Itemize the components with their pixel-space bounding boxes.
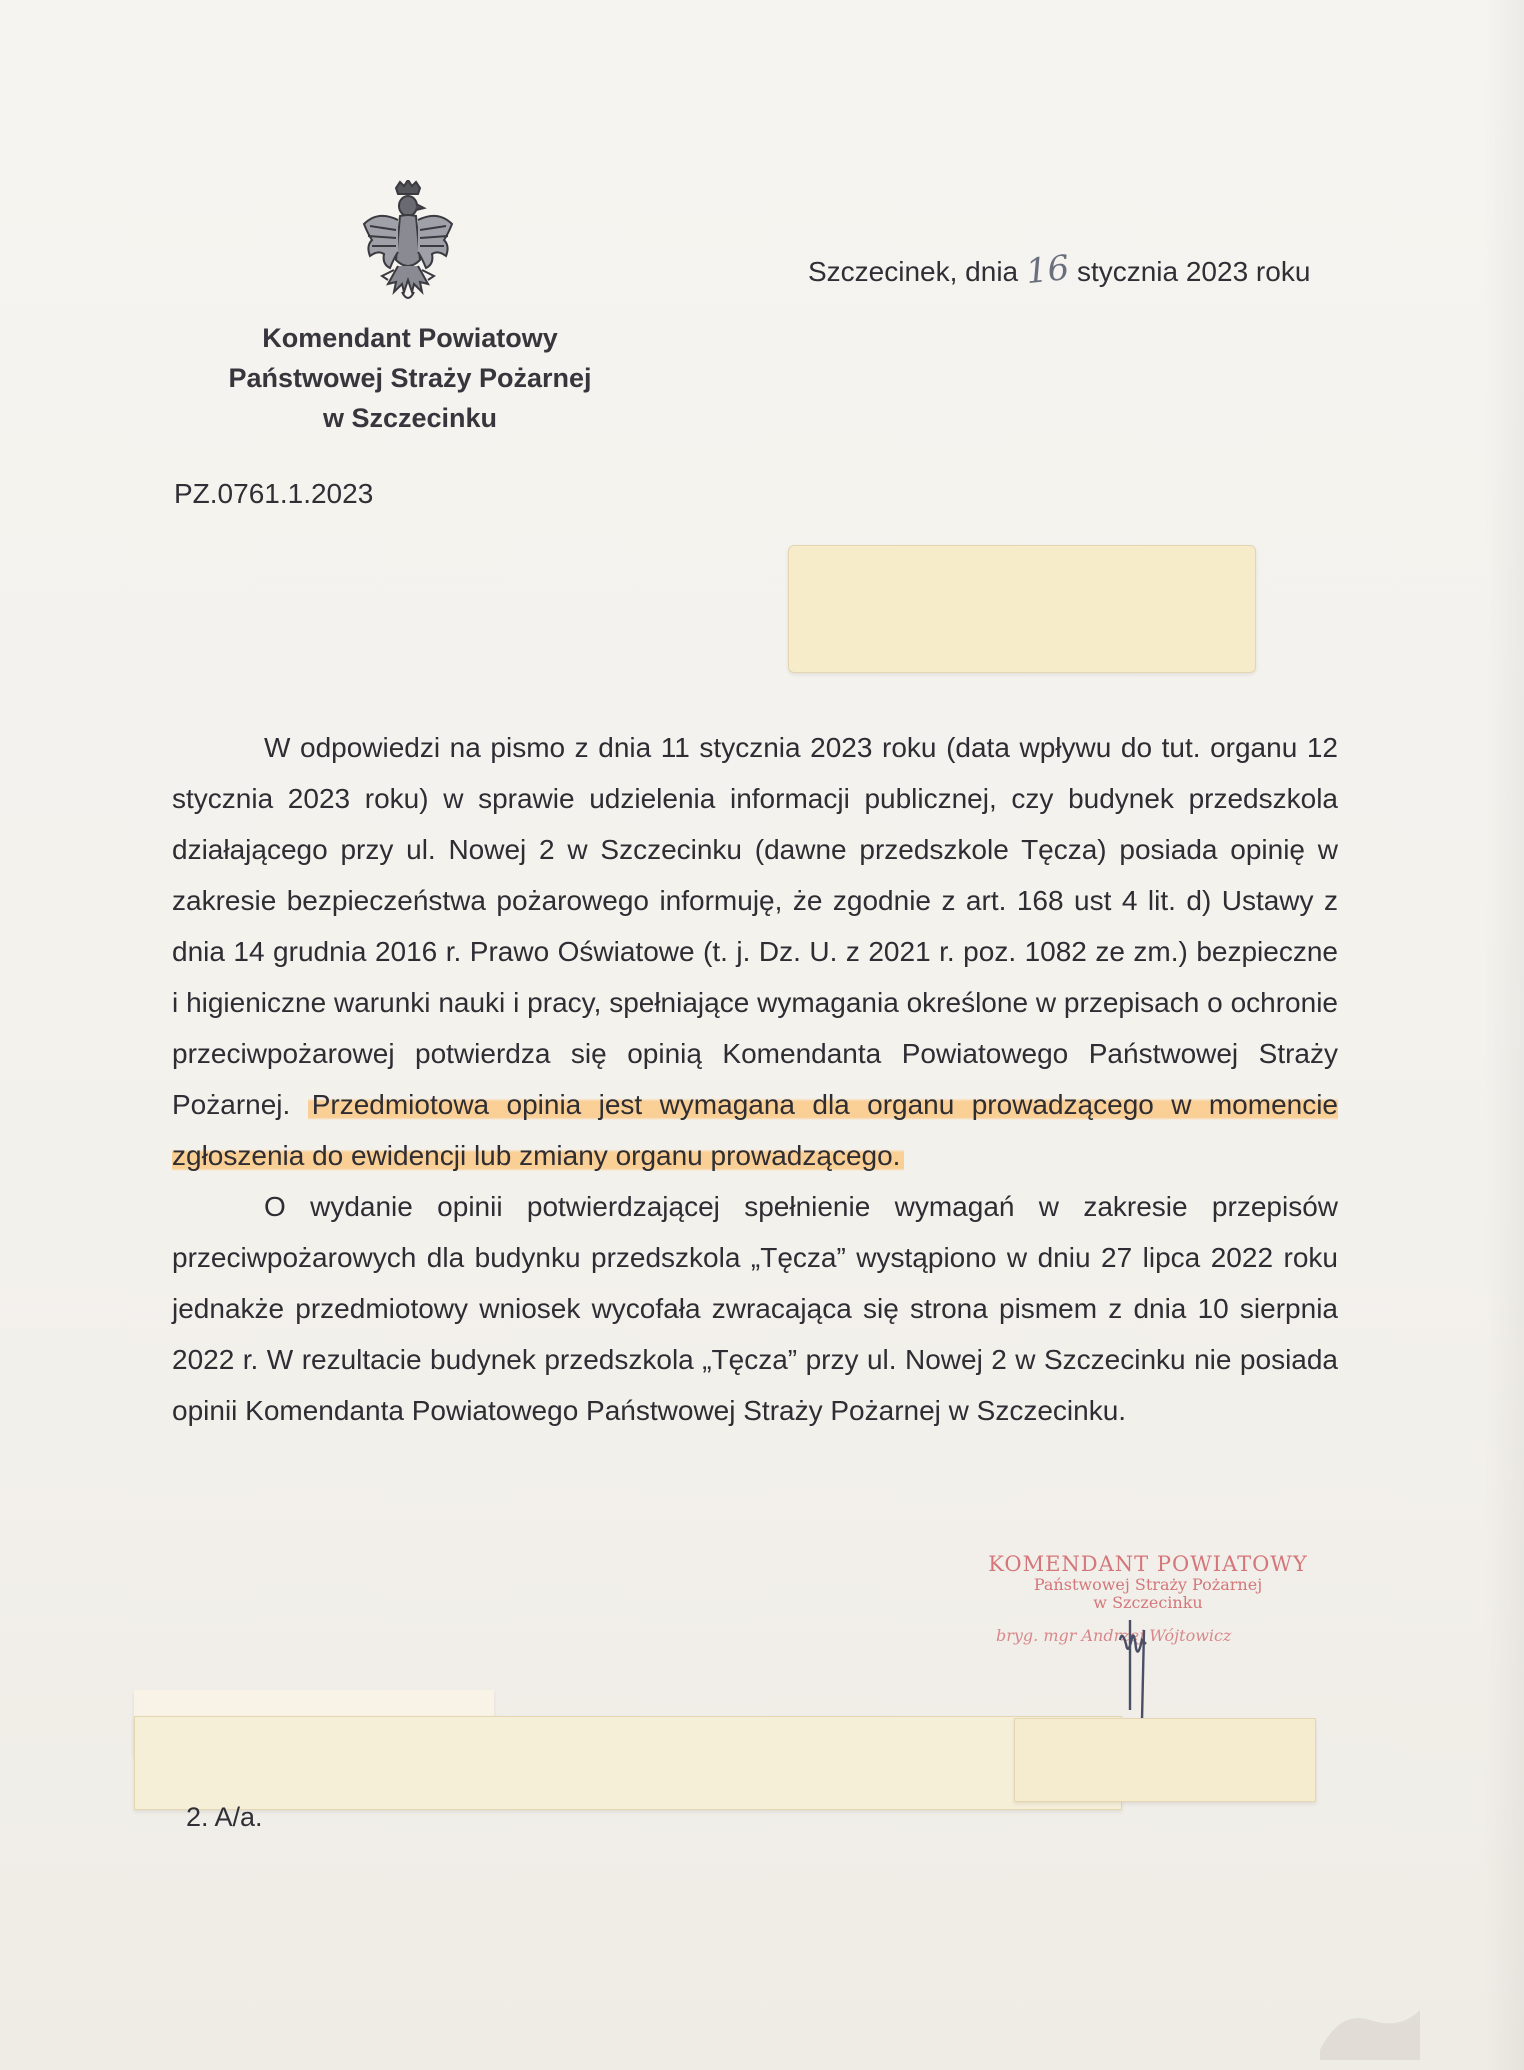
attachment-note: 2. A/a. xyxy=(186,1802,263,1832)
stamp-line-1: Państwowej Straży Pożarnej xyxy=(1033,1575,1263,1594)
reference-number: PZ.0761.1.2023 xyxy=(174,478,374,509)
authority-line-2: Państwowej Straży Pożarnej xyxy=(228,363,592,393)
paragraph-2: O wydanie opinii potwierdzającej spełnienie wymagań w zakresie przepisów przeciwpożarowych dla budynku przedszkola „Tęcza” wystąpiono w dniu 27 lipca 2022 roku jednakże przedmiotowy wniosek wycofała zwracająca się strona pismem z dnia 10 sierpnia 2022 r. W rezultacie budynek przedszkola „Tęcza” przy ul. Nowej 2 w Szczecinku nie posiada opinii Komendanta Powiatowego Państwowej Straży Pożarnej w Szczecinku. xyxy=(172,1191,1338,1426)
redacted-cc-list xyxy=(134,1716,1122,1810)
authority-line-1: Komendant Powiatowy xyxy=(262,323,558,353)
page-edge-shadow xyxy=(1484,0,1524,2070)
date-prefix: Szczecinek, dnia xyxy=(808,256,1019,287)
stamp-signatory-name: bryg. mgr Andrzej Wójtowicz xyxy=(996,1626,1232,1645)
paper-smudge-icon xyxy=(1310,1990,1430,2060)
handwritten-signature-icon xyxy=(1100,1600,1190,1730)
issuing-authority xyxy=(150,318,670,438)
letter-body xyxy=(172,722,1338,1436)
paragraph-1-text: W odpowiedzi na pismo z dnia 11 stycznia 2023 roku (data wpływu do tut. organu 12 stycznia 2023 roku) w sprawie udzielenia informacji publicznej, czy budynek przedszkola działającego przy ul. Nowej 2 w Szczecinku (dawne przedszkole Tęcza) posiada opinię w zakresie bezpieczeństwa pożarowego informuję, że zgodnie z art. 168 ust 4 lit. d) Ustawy z dnia 14 grudnia 2016 r. Prawo Oświatowe (t. j. Dz. U. z 2021 r. poz. 1082 ze zm.) bezpieczne i higieniczne warunki nauki i pracy, spełniające wymagania określone w przepisach o ochronie przeciwpożarowej potwierdza się opinią Komendanta Powiatowego Państwowej Straży Pożarnej. xyxy=(172,732,1338,1120)
date-suffix: stycznia 2023 roku xyxy=(1076,256,1311,287)
stamp-line-2: w Szczecinku xyxy=(1093,1593,1203,1612)
redacted-cc-extra xyxy=(1014,1718,1316,1802)
polish-eagle-emblem-icon xyxy=(358,180,458,306)
paragraph-1 xyxy=(172,722,1338,1181)
document-date xyxy=(808,247,1311,293)
highlighted-sentence: Przedmiotowa opinia jest wymagana dla organu prowadzącego w momencie zgłoszenia do ewidencji lub zmiany organu prowadzącego. xyxy=(172,1089,1339,1171)
stamp-title: KOMENDANT POWIATOWY xyxy=(988,1552,1308,1576)
authority-line-3: w Szczecinku xyxy=(322,403,498,433)
handwritten-day: 16 xyxy=(1023,247,1072,293)
redacted-recipient-address xyxy=(788,545,1256,673)
